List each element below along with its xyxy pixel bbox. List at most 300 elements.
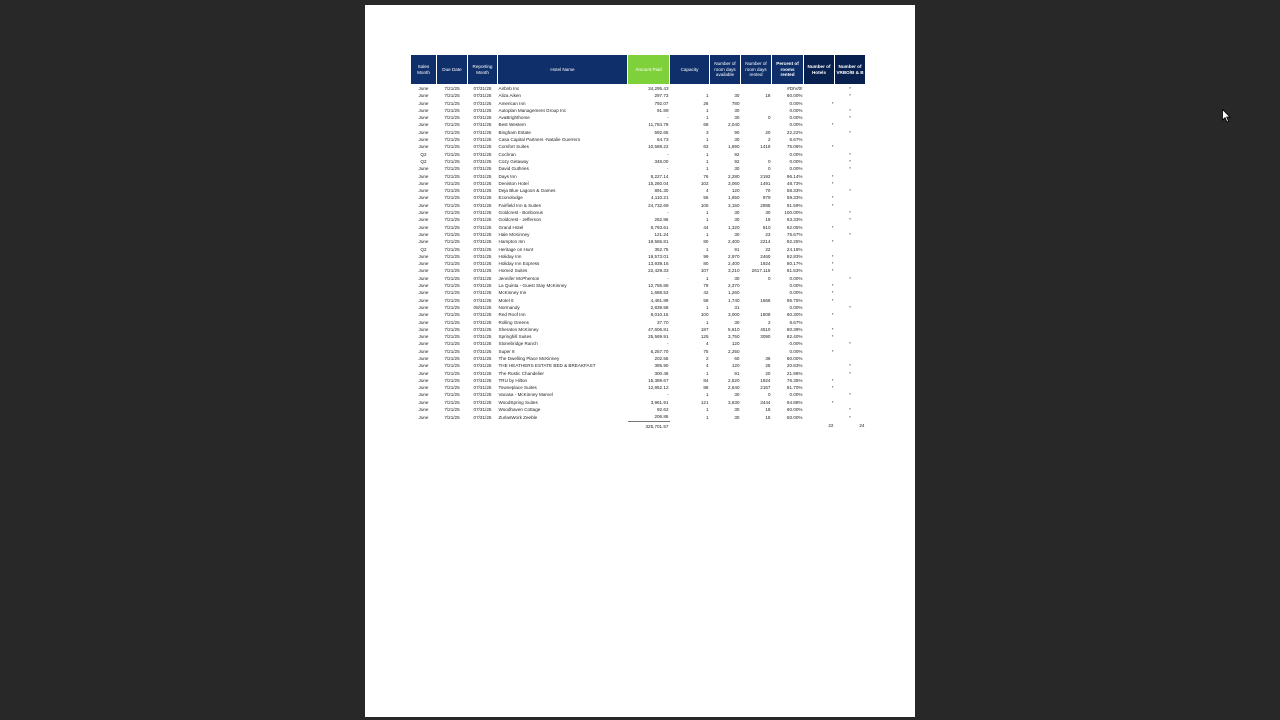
cell-capacity: 102 bbox=[700, 180, 709, 186]
cell-capacity: 100 bbox=[700, 312, 709, 318]
cell-room-days-rented: 0 bbox=[767, 166, 771, 172]
cell-hotel-flag: * bbox=[831, 144, 834, 150]
cell-room-days-available: 60 bbox=[734, 355, 740, 361]
cell-vrbo-flag: * bbox=[849, 129, 851, 135]
cell-percent-rented: 0.00% bbox=[789, 290, 803, 296]
table-row bbox=[411, 194, 866, 201]
cell-capacity: 76 bbox=[703, 173, 709, 179]
cell-hotel-flag bbox=[804, 370, 835, 377]
cell-amount-paid: 352.75 bbox=[654, 246, 669, 252]
cell-capacity: 1 bbox=[705, 115, 709, 121]
cell-percent-rented: 60.00% bbox=[786, 407, 803, 413]
cell-percent-rented: 60.00% bbox=[786, 93, 803, 99]
table-row bbox=[411, 384, 866, 391]
cell-hotel-name: Rolling Greens bbox=[498, 319, 529, 325]
cell-hotel-name: Hale McKinney bbox=[498, 231, 530, 237]
cell-room-days-rented bbox=[741, 304, 772, 311]
cell-sales-month: June bbox=[418, 253, 429, 259]
cell-hotel-flag bbox=[804, 209, 835, 216]
cell-hotel-flag: * bbox=[831, 180, 834, 186]
cell-due-date: 7/21/25 bbox=[444, 392, 460, 398]
cell-reporting-month: 07/31/25 bbox=[473, 363, 492, 369]
cell-vrbo-flag bbox=[835, 100, 866, 107]
cell-amount-paid: 297.73 bbox=[654, 93, 669, 99]
cell-room-days-rented bbox=[741, 151, 772, 158]
cell-due-date: 7/21/25 bbox=[444, 283, 460, 289]
header-amount-paid: Amount Paid bbox=[628, 55, 670, 85]
cell-room-days-rented bbox=[741, 289, 772, 296]
cell-room-days-available: 2,970 bbox=[728, 253, 740, 259]
cell-hotel-name: WoodSpring Suites bbox=[498, 399, 538, 405]
cell-room-days-available: 2,370 bbox=[728, 283, 740, 289]
cell-amount-paid: 592.65 bbox=[654, 129, 669, 135]
cell-due-date: 7/21/25 bbox=[444, 93, 460, 99]
cell-due-date: 7/21/25 bbox=[444, 217, 460, 223]
cell-sales-month: June bbox=[418, 341, 429, 347]
cell-amount-paid: 22,429.33 bbox=[648, 268, 669, 274]
cell-hotel-name: Vacasa - McKinney Marvel bbox=[498, 392, 553, 398]
cell-percent-rented: 20.83% bbox=[786, 363, 803, 369]
cell-capacity: 1 bbox=[705, 319, 709, 325]
cell-sales-month: Q2 bbox=[420, 158, 427, 164]
cell-hotel-name: Heritage on Hunt bbox=[498, 246, 534, 252]
cell-room-days-available: 31 bbox=[734, 304, 740, 310]
cell-sales-month: June bbox=[418, 224, 429, 230]
cell-vrbo-flag: * bbox=[849, 217, 851, 223]
cell-sales-month: June bbox=[418, 392, 429, 398]
table-row bbox=[411, 253, 866, 260]
cell-reporting-month: 07/31/25 bbox=[473, 224, 492, 230]
header-reporting-month: Reporting Month bbox=[468, 55, 498, 85]
cell-reporting-month: 07/31/25 bbox=[473, 210, 492, 216]
cell-hotel-flag bbox=[804, 362, 835, 369]
cell-percent-rented: 63.33% bbox=[786, 217, 803, 223]
cell-room-days-rented: 1809 bbox=[760, 312, 771, 318]
table-row bbox=[411, 297, 866, 304]
cell-sales-month: June bbox=[418, 312, 429, 318]
table-row bbox=[411, 143, 866, 150]
cell-percent-rented: 0.00% bbox=[789, 115, 803, 121]
cell-vrbo-flag: * bbox=[849, 304, 851, 310]
cell-due-date: 7/21/25 bbox=[444, 202, 460, 208]
cell-hotel-flag: * bbox=[831, 261, 834, 267]
cell-vrbo-flag: * bbox=[849, 407, 851, 413]
cell-due-date: 7/21/25 bbox=[444, 224, 460, 230]
cell-capacity: 1 bbox=[705, 158, 709, 164]
table-row bbox=[411, 326, 866, 333]
cell-due-date: 7/21/25 bbox=[444, 129, 460, 135]
cell-hotel-flag: * bbox=[831, 202, 834, 208]
table-row bbox=[411, 158, 866, 165]
cell-due-date: 7/21/25 bbox=[444, 348, 460, 354]
cell-hotel-flag bbox=[804, 340, 835, 347]
cell-room-days-rented: 810 bbox=[762, 224, 771, 230]
cell-hotel-flag bbox=[804, 92, 835, 99]
table-row bbox=[411, 399, 866, 406]
table-row bbox=[411, 391, 866, 398]
cell-hotel-name: Motel 6 bbox=[498, 297, 514, 303]
cell-hotel-name: The Rustic Chandelier bbox=[498, 370, 544, 376]
cell-capacity: 1 bbox=[705, 107, 709, 113]
cell-amount-paid: - bbox=[666, 341, 669, 347]
cell-percent-rented: 0.00% bbox=[789, 151, 803, 157]
cell-percent-rented: 0.00% bbox=[789, 100, 803, 106]
cell-room-days-available: 3,060 bbox=[728, 180, 740, 186]
table-row bbox=[411, 289, 866, 296]
cell-hotel-name: Super 8 bbox=[498, 348, 515, 354]
cell-capacity: 26 bbox=[703, 100, 709, 106]
cell-hotel-flag: * bbox=[831, 195, 834, 201]
cell-sales-month: June bbox=[418, 319, 429, 325]
cell-room-days-available: 2,280 bbox=[728, 173, 740, 179]
cell-hotel-flag bbox=[804, 231, 835, 238]
cell-vrbo-flag bbox=[835, 260, 866, 267]
cell-room-days-available: 2,400 bbox=[728, 261, 740, 267]
table-row bbox=[411, 151, 866, 158]
cell-amount-paid: 121.24 bbox=[654, 231, 669, 237]
header-hotel-name: Hotel Name bbox=[498, 55, 628, 85]
cell-amount-paid: 11,784.79 bbox=[648, 122, 669, 128]
cell-amount-paid: 34,295.43 bbox=[648, 86, 669, 91]
cell-room-days-available: 3,630 bbox=[728, 399, 740, 405]
cell-reporting-month: 07/31/25 bbox=[473, 385, 492, 391]
cell-hotel-flag: * bbox=[831, 100, 834, 106]
cell-reporting-month: 07/31/25 bbox=[473, 173, 492, 179]
cell-sales-month: June bbox=[418, 261, 429, 267]
cell-room-days-available: 2,640 bbox=[728, 385, 740, 391]
cell-capacity: 1 bbox=[705, 166, 709, 172]
cell-room-days-available: 92 bbox=[734, 151, 740, 157]
cell-capacity: 1 bbox=[705, 137, 709, 143]
cell-sales-month: June bbox=[418, 188, 429, 194]
cell-room-days-available: 30 bbox=[734, 93, 740, 99]
cell-sales-month: June bbox=[418, 231, 429, 237]
cell-amount-paid: 202.55 bbox=[654, 355, 669, 361]
table-row bbox=[411, 413, 866, 421]
cell-reporting-month: 07/31/25 bbox=[473, 370, 492, 376]
cell-hotel-flag: * bbox=[831, 224, 834, 230]
cell-room-days-available: 2,400 bbox=[728, 239, 740, 245]
cell-room-days-rented: 20 bbox=[765, 129, 771, 135]
cell-vrbo-flag bbox=[835, 355, 866, 362]
cell-sales-month: June bbox=[418, 144, 429, 150]
cell-due-date: 7/21/25 bbox=[444, 268, 460, 274]
cell-room-days-rented: 0 bbox=[767, 392, 771, 398]
cell-room-days-available: 120 bbox=[731, 363, 740, 369]
cell-sales-month: Q2 bbox=[420, 151, 427, 157]
cell-reporting-month: 07/31/25 bbox=[473, 399, 492, 405]
cell-room-days-rented: 22 bbox=[765, 246, 771, 252]
cell-due-date: 7/21/25 bbox=[444, 385, 460, 391]
cell-hotel-name: Holiday Inn Express bbox=[498, 261, 540, 267]
cell-room-days-available: 120 bbox=[731, 341, 740, 347]
cell-due-date: 7/21/25 bbox=[444, 144, 460, 150]
cell-amount-paid: 206.86 bbox=[654, 414, 669, 420]
cell-hotel-flag bbox=[804, 114, 835, 121]
cell-capacity: 1 bbox=[705, 392, 709, 398]
cell-vrbo-flag: * bbox=[849, 151, 851, 157]
cell-room-days-available: 30 bbox=[734, 166, 740, 172]
cell-room-days-rented: 2157 bbox=[760, 385, 771, 391]
cell-sales-month: June bbox=[418, 326, 429, 332]
cell-vrbo-flag: * bbox=[849, 414, 851, 420]
cell-vrbo-flag bbox=[835, 319, 866, 326]
cell-reporting-month: 07/31/25 bbox=[473, 414, 492, 420]
cell-room-days-rented: 979 bbox=[762, 195, 771, 201]
cell-hotel-flag: * bbox=[831, 290, 834, 296]
cell-room-days-rented: 1491 bbox=[760, 180, 771, 186]
cell-vrbo-flag: * bbox=[849, 275, 851, 281]
cell-room-days-rented bbox=[741, 107, 772, 114]
cell-hotel-flag bbox=[804, 129, 835, 136]
cell-capacity: 68 bbox=[703, 122, 709, 128]
cell-hotel-flag: * bbox=[831, 334, 834, 340]
header-number-of-vrbo: Number of VRBO/B & B bbox=[835, 55, 866, 85]
cell-due-date: 7/21/25 bbox=[444, 107, 460, 113]
cell-hotel-flag bbox=[804, 85, 835, 93]
cell-hotel-flag bbox=[804, 319, 835, 326]
cell-hotel-name: Comfort Suites bbox=[498, 144, 529, 150]
cell-vrbo-flag bbox=[835, 194, 866, 201]
cell-amount-paid: - bbox=[666, 166, 669, 172]
cell-capacity: 63 bbox=[703, 144, 709, 150]
cell-hotel-flag bbox=[804, 216, 835, 223]
cell-hotel-flag bbox=[804, 158, 835, 165]
cell-sales-month: June bbox=[418, 334, 429, 340]
cell-hotel-flag bbox=[804, 355, 835, 362]
cell-capacity: 121 bbox=[700, 399, 709, 405]
cell-room-days-available: 1,650 bbox=[728, 195, 740, 201]
cell-room-days-available: 30 bbox=[734, 217, 740, 223]
table-row bbox=[411, 121, 866, 128]
cell-sales-month: June bbox=[418, 283, 429, 289]
cell-reporting-month: 07/31/25 bbox=[473, 107, 492, 113]
cell-room-days-available: 3,000 bbox=[728, 312, 740, 318]
cell-reporting-month: 07/31/25 bbox=[473, 100, 492, 106]
cell-capacity: 4 bbox=[705, 188, 709, 194]
cell-hotel-name: Days Inn bbox=[498, 173, 517, 179]
table-row bbox=[411, 238, 866, 245]
cell-hotel-flag: * bbox=[831, 253, 834, 259]
cell-percent-rented: 21.98% bbox=[786, 370, 803, 376]
cell-reporting-month: 07/31/25 bbox=[473, 180, 492, 186]
cell-room-days-rented: 2192 bbox=[760, 173, 771, 179]
cell-vrbo-flag: * bbox=[849, 231, 851, 237]
cell-amount-paid: - bbox=[666, 115, 669, 121]
cell-room-days-available: 91 bbox=[734, 246, 740, 252]
cell-hotel-name: McKinney Inn bbox=[498, 290, 527, 296]
cell-due-date: 7/21/25 bbox=[444, 188, 460, 194]
cell-room-days-rented: 25 bbox=[765, 363, 771, 369]
cell-percent-rented: 58.33% bbox=[786, 188, 803, 194]
header-due-date: Due Date bbox=[437, 55, 468, 85]
cell-sales-month: June bbox=[418, 210, 429, 216]
cell-amount-paid: 348.00 bbox=[654, 158, 669, 164]
cell-room-days-rented bbox=[741, 121, 772, 128]
cell-vrbo-flag bbox=[835, 282, 866, 289]
cell-vrbo-flag bbox=[835, 143, 866, 150]
cell-percent-rented: 0.00% bbox=[789, 348, 803, 354]
cell-room-days-rented: 0 bbox=[767, 115, 771, 121]
cell-capacity: 1 bbox=[705, 246, 709, 252]
cell-hotel-flag: * bbox=[831, 268, 834, 274]
table-row bbox=[411, 406, 866, 413]
cell-sales-month: June bbox=[418, 115, 429, 121]
cell-hotel-name: The Dwelling Place McKinney bbox=[498, 355, 560, 361]
cell-reporting-month: 07/31/25 bbox=[473, 283, 492, 289]
cell-room-days-available: 3,210 bbox=[728, 268, 740, 274]
cell-capacity: 1 bbox=[705, 414, 709, 420]
cell-amount-paid: 8,227.14 bbox=[650, 173, 669, 179]
cell-capacity: 75 bbox=[703, 348, 709, 354]
table-row bbox=[411, 275, 866, 282]
cell-amount-paid: 19,565.81 bbox=[648, 239, 669, 245]
mouse-pointer-icon bbox=[1222, 109, 1231, 123]
cell-amount-paid: 92.62 bbox=[657, 407, 669, 413]
cell-due-date: 7/21/25 bbox=[444, 100, 460, 106]
cell-percent-rented: 0.00% bbox=[789, 392, 803, 398]
cell-room-days-rented: 1666 bbox=[760, 297, 771, 303]
cell-amount-paid: 8,793.61 bbox=[650, 224, 669, 230]
cell-percent-rented: 48.73% bbox=[786, 180, 803, 186]
cell-due-date: 7/21/25 bbox=[444, 137, 460, 143]
table-row bbox=[411, 282, 866, 289]
cell-hotel-flag bbox=[804, 187, 835, 194]
cell-sales-month: June bbox=[418, 100, 429, 106]
cell-hotel-name: Holiday Inn bbox=[498, 253, 522, 259]
cell-percent-rented: 76.67% bbox=[786, 231, 803, 237]
cell-due-date: 7/21/25 bbox=[444, 122, 460, 128]
cell-reporting-month: 07/31/25 bbox=[473, 86, 492, 91]
cell-amount-paid: 3,961.91 bbox=[650, 399, 669, 405]
cell-sales-month: June bbox=[418, 122, 429, 128]
cell-sales-month: June bbox=[418, 107, 429, 113]
cell-hotel-name: Deja Blue Lagoon & Games bbox=[498, 188, 556, 194]
spreadsheet bbox=[410, 54, 865, 431]
cell-percent-rented: 80.17% bbox=[786, 261, 803, 267]
cell-room-days-available: 30 bbox=[734, 319, 740, 325]
cell-room-days-rented: 23 bbox=[765, 231, 771, 237]
cell-hotel-name: Autoplan Management Group Inc bbox=[498, 107, 567, 113]
cell-amount-paid: 12,852.12 bbox=[648, 385, 669, 391]
total-vrbo: 24 bbox=[859, 423, 865, 429]
cell-room-days-available: 1,260 bbox=[728, 290, 740, 296]
cell-reporting-month: 07/31/25 bbox=[473, 144, 492, 150]
cell-due-date: 7/21/25 bbox=[444, 363, 460, 369]
table-row bbox=[411, 260, 866, 267]
cell-sales-month: June bbox=[418, 86, 429, 91]
cell-hotel-flag: * bbox=[831, 377, 834, 383]
cell-room-days-available: 30 bbox=[734, 414, 740, 420]
cell-amount-paid: 15,389.67 bbox=[648, 377, 669, 383]
table-row bbox=[411, 165, 866, 172]
cell-due-date: 7/21/25 bbox=[444, 290, 460, 296]
cell-vrbo-flag: * bbox=[849, 166, 851, 172]
cell-due-date: 7/21/25 bbox=[444, 319, 460, 325]
cell-due-date: 7/21/25 bbox=[444, 370, 460, 376]
table-row bbox=[411, 180, 866, 187]
cell-sales-month: June bbox=[418, 348, 429, 354]
cell-amount-paid: 24,732.69 bbox=[648, 202, 669, 208]
cell-hotel-name: Cochran bbox=[498, 151, 516, 157]
header-capacity: Capacity bbox=[670, 55, 710, 85]
cell-percent-rented: 96.14% bbox=[786, 173, 803, 179]
cell-amount-paid: 64.73 bbox=[657, 137, 669, 143]
cell-percent-rented: 0.00% bbox=[789, 107, 803, 113]
cell-percent-rented: #DIV/0! bbox=[787, 86, 803, 91]
cell-due-date: 7/21/25 bbox=[444, 239, 460, 245]
cell-vrbo-flag: * bbox=[849, 115, 851, 121]
cell-room-days-rented: 4510 bbox=[760, 326, 771, 332]
cell-due-date: 7/21/25 bbox=[444, 377, 460, 383]
table-row bbox=[411, 100, 866, 107]
table-body bbox=[411, 85, 866, 422]
cell-amount-paid: 6,257.70 bbox=[650, 348, 669, 354]
cell-hotel-flag bbox=[804, 413, 835, 421]
cell-reporting-month: 07/31/25 bbox=[473, 93, 492, 99]
cell-percent-rented: 60.00% bbox=[786, 355, 803, 361]
cell-reporting-month: 07/31/25 bbox=[473, 158, 492, 164]
cell-due-date: 7/21/25 bbox=[444, 334, 460, 340]
cell-hotel-name: THE HEATHERS ESTATE BED & BREAKFAST bbox=[498, 363, 596, 369]
cell-vrbo-flag bbox=[835, 136, 866, 143]
cell-percent-rented: 59.33% bbox=[786, 195, 803, 201]
cell-room-days-rented: 2617.115 bbox=[751, 268, 771, 274]
cell-hotel-name: Woodhaven Cottage bbox=[498, 407, 541, 413]
cell-due-date: 7/21/25 bbox=[444, 253, 460, 259]
cell-reporting-month: 07/31/25 bbox=[473, 188, 492, 194]
cell-reporting-month: 07/31/25 bbox=[473, 115, 492, 121]
cell-due-date: 7/21/25 bbox=[444, 312, 460, 318]
cell-hotel-name: Jennifer McPherson bbox=[498, 275, 540, 281]
table-row bbox=[411, 362, 866, 369]
cell-sales-month: June bbox=[418, 304, 429, 310]
header-room-days-rented: Number of room days rented bbox=[741, 55, 772, 85]
cell-reporting-month: 07/31/25 bbox=[473, 261, 492, 267]
cell-hotel-name: Cozy Getaway bbox=[498, 158, 529, 164]
cell-hotel-name: Springhill Suites bbox=[498, 334, 532, 340]
cell-capacity: 1 bbox=[705, 151, 709, 157]
cell-percent-rented: 0.00% bbox=[789, 275, 803, 281]
cell-hotel-name: Grand Hotel bbox=[498, 224, 524, 230]
cell-percent-rented: 6.67% bbox=[789, 137, 803, 143]
cell-percent-rented: 0.00% bbox=[789, 304, 803, 310]
cell-vrbo-flag: * bbox=[849, 188, 851, 194]
cell-amount-paid: 2,839.58 bbox=[650, 304, 669, 310]
cell-hotel-name: David Guthries bbox=[498, 166, 529, 172]
cell-due-date: 7/21/25 bbox=[444, 355, 460, 361]
cell-reporting-month: 07/31/25 bbox=[473, 312, 492, 318]
cell-room-days-available: 30 bbox=[734, 115, 740, 121]
table-row bbox=[411, 319, 866, 326]
cell-hotel-flag: * bbox=[831, 348, 834, 354]
table-row bbox=[411, 173, 866, 180]
cell-amount-paid: 300.48 bbox=[654, 370, 669, 376]
cell-room-days-available: 3,750 bbox=[728, 334, 740, 340]
cell-reporting-month: 07/31/25 bbox=[473, 217, 492, 223]
table-row bbox=[411, 136, 866, 143]
cell-vrbo-flag bbox=[835, 202, 866, 209]
cell-vrbo-flag bbox=[835, 224, 866, 231]
cell-reporting-month: 07/31/25 bbox=[473, 290, 492, 296]
cell-vrbo-flag bbox=[835, 289, 866, 296]
cell-percent-rented: 0.00% bbox=[789, 122, 803, 128]
table-row bbox=[411, 355, 866, 362]
table-row bbox=[411, 304, 866, 311]
cell-percent-rented: 91.59% bbox=[786, 202, 803, 208]
cell-reporting-month: 07/31/25 bbox=[473, 253, 492, 259]
cell-room-days-available: 30 bbox=[734, 137, 740, 143]
